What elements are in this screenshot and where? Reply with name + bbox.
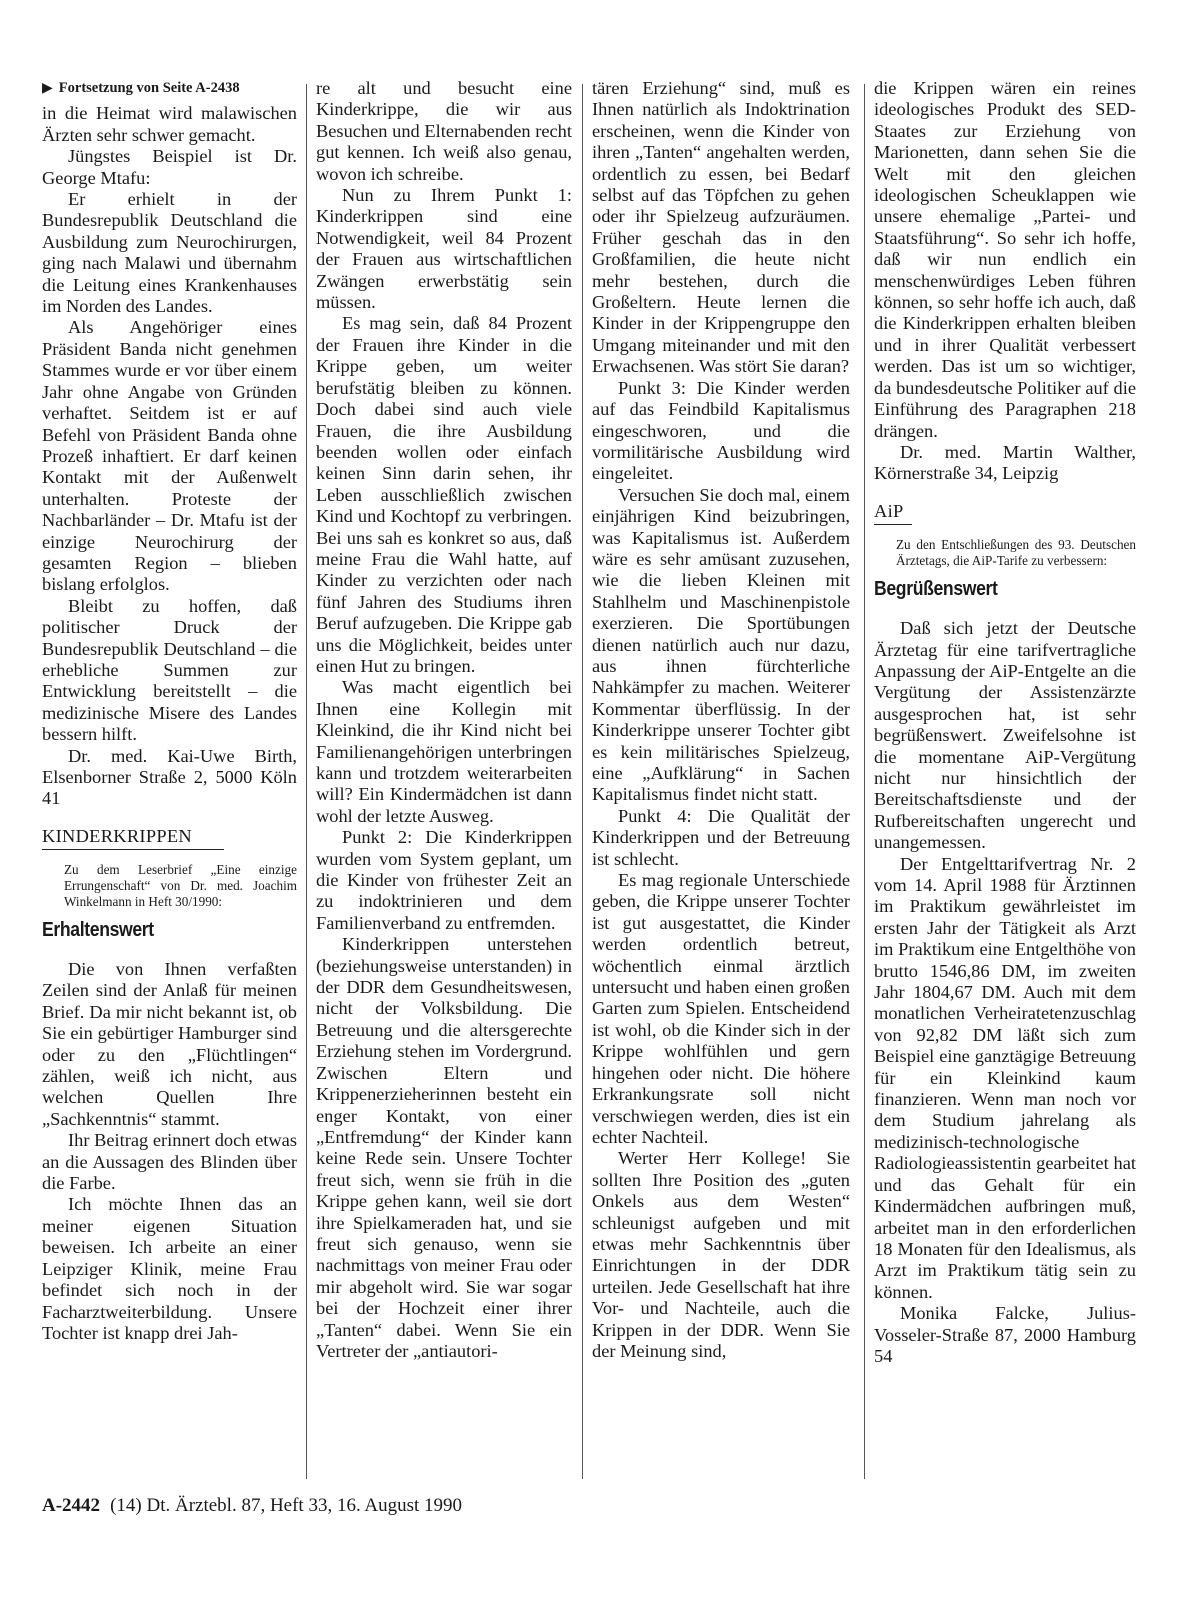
paragraph: Kinderkrippen unterstehen (beziehungsweise unterstanden) in der DDR dem Gesundheitswesen, nicht der Volksbildung. Die Betreuung und die altersgerechte Erziehung stehen im Vordergrund. Zwischen Eltern und Krippenerzieherinnen besteht ein enger Kontakt, von einer „Entfremdung“ der Kinder kann keine Rede sein. Unsere Tochter freut sich, wenn sie früh in die Krippe gehen kann, weil sie dort ihre Spielkameraden hat, und sie freut sich genauso, wenn sie nachmittags von meiner Frau oder mir abgeholt wird. Sie war sogar bei der Hochzeit einer ihrer „Tanten“ dabei. Wenn Sie ein Vertreter der „antiautori- bbox=[316, 934, 572, 1361]
page-number: A-2442 bbox=[42, 1495, 101, 1516]
paragraph: Nun zu Ihrem Punkt 1: Kinderkrippen sind eine Notwendigkeit, weil 84 Prozent der Frauen aus wirtschaftlichen Zwängen erwerbstätig sein müssen. bbox=[316, 185, 572, 313]
signature: Dr. med. Martin Walther, Körnerstraße 34, Leipzig bbox=[874, 441, 1136, 484]
paragraph: Ihr Beitrag erinnert doch etwas an die Aussagen des Blinden über die Farbe. bbox=[42, 1130, 297, 1194]
column-divider bbox=[864, 84, 865, 1479]
letter-intro: Zu dem Leserbrief „Eine einzige Errungenschaft“ von Dr. med. Joachim Winkelmann in Heft 30/1990: bbox=[64, 862, 297, 909]
column-divider bbox=[306, 84, 307, 1479]
column-3 bbox=[592, 78, 850, 1362]
paragraph: Was macht eigentlich bei Ihnen eine Kollegin mit Kleinkind, die ihr Kind nicht bei Familienangehörigen unterbringen kann und trotzdem weiterarbeiten will? Ein Kindermädchen ist dann wohl der letzte Ausweg. bbox=[316, 677, 572, 826]
paragraph: re alt und besucht eine Kinderkrippe, die wir aus Besuchen und Elternabenden recht gut kennen. Ich weiß also genau, wovon ich schreibe. bbox=[316, 78, 572, 184]
section-heading: KINDERKRIPPEN bbox=[42, 826, 224, 850]
letter-headline: Begrüßenswert bbox=[874, 577, 998, 600]
paragraph: Es mag sein, daß 84 Prozent der Frauen ihre Kinder in die Krippe geben, um weiter berufstätig bleiben zu können. Doch dabei sind auch viele Frauen, die ihre Ausbildung beenden wollen oder einfach keinen Sinn darin sehen, ihr Leben ausschließlich zwischen Kind und Kochtopf zu verbringen. Bei uns sah es konkret so aus, daß meine Frau die Wahl hatte, auf Kinder zu verzichten oder nach fünf Jahren des Studiums ihren Beruf aufzugeben. Die Krippe gab uns die Möglichkeit, beides unter einen Hut zu bringen. bbox=[316, 313, 572, 676]
paragraph: Versuchen Sie doch mal, einem einjährigen Kind beizubringen, was Kapitalismus ist. Außerdem wäre es sehr amüsant zuzusehen, wie die lieben Kleinen mit Stahlhelm und Maschinenpistole exerzieren. Die Sportübungen dienen natürlich auch nur dazu, aus ihnen fürchterliche Nahkämpfer zu machen. Weiterer Kommentar überflüssig. In der Kinderkrippe unserer Tochter gibt es kein militärisches Spielzeug, eine „Aufklärung“ in Sachen Kapitalismus findet nicht statt. bbox=[592, 484, 850, 805]
triangle-right-icon: ▶ bbox=[42, 81, 53, 96]
column-4 bbox=[874, 78, 1136, 1367]
paragraph: Daß sich jetzt der Deutsche Ärztetag für eine tarifvertragliche Anpassung der AiP-Entgelte an die Vergütung der Assistenzärzte ausgesprochen hat, ist sehr begrüßenswert. Zweifelsohne ist die momentane AiP-Vergütung nicht nur hinsichtlich der Bereitschaftsdienste und der Rufbereitschaften ungerecht und unangemessen. bbox=[874, 618, 1136, 853]
column-divider bbox=[582, 84, 583, 1479]
paragraph: Die von Ihnen verfaßten Zeilen sind der Anlaß für meinen Brief. Da mir nicht bekannt ist, ob Sie ein gebürtiger Hamburger sind oder zu den „Flüchtlingen“ zählen, weiß ich nicht, aus welchen Quellen Ihre „Sachkenntnis“ stammt. bbox=[42, 959, 297, 1129]
paragraph: die Krippen wären ein reines ideologisches Produkt des SED-Staates zur Erziehung von Marionetten, dann sehen Sie die Welt mit den gleichen ideologischen Scheuklappen wie unsere ehemalige „Partei- und Staatsführung“. So sehr ich hoffe, daß wir nun endlich ein menschenwürdiges Leben führen können, so sehr hoffe ich auch, daß die Kinderkrippen erhalten bleiben und in ihrer Qualität verbessert werden. Das ist um so wichtiger, da bundesdeutsche Politiker auf die Einführung des Paragraphen 218 drängen. bbox=[874, 78, 1136, 441]
column-2 bbox=[316, 78, 572, 1362]
letter-intro: Zu den Entschließungen des 93. Deutschen Ärztetags, die AiP-Tarife zu verbessern: bbox=[896, 537, 1136, 568]
signature: Monika Falcke, Julius-Vosseler-Straße 87, 2000 Hamburg 54 bbox=[874, 1303, 1136, 1366]
paragraph: Der Entgelttarifvertrag Nr. 2 vom 14. April 1988 für Ärztinnen im Praktikum gewährleistet im ersten Jahr der Tätigkeit als Arzt im Praktikum eine Entgelthöhe von brutto 1546,86 DM, im zweiten Jahr 1804,67 DM. Auch mit dem monatlichen Verheiratetenzuschlag von 92,82 DM läßt sich zum Beispiel eine ganztägige Betreuung für ein Kleinkind kaum finanzieren. Wenn man noch vor dem Studium jahrelang als medizinisch-technologische Radiologieassistentin gearbeitet hat und das Gehalt für ein Kindermädchen aufbringen muß, arbeitet man in den erforderlichen 18 Monaten für den Idealismus, als Arzt im Praktikum tätig sein zu können. bbox=[874, 853, 1136, 1302]
continuation-note: ▶ Fortsetzung von Seite A-2438 bbox=[42, 80, 240, 96]
signature: Dr. med. Kai-Uwe Birth, Elsenborner Straße 2, 5000 Köln 41 bbox=[42, 745, 297, 809]
paragraph: Werter Herr Kollege! Sie sollten Ihre Position des „guten Onkels aus dem Westen“ schleunigst aufgeben und mit etwas mehr Sachkenntnis über Einrichtungen in der DDR urteilen. Jede Gesellschaft hat ihre Vor- und Nachteile, auch die Krippen in der DDR. Wenn Sie der Meinung sind, bbox=[592, 1148, 850, 1361]
section-heading: AiP bbox=[874, 501, 912, 525]
paragraph: Als Angehöriger eines Präsident Banda nicht genehmen Stammes wurde er vor über einem Jahr ohne Angabe von Gründen verhaftet. Seitdem ist er auf Befehl von Präsident Banda ohne Prozeß inhaftiert. Er darf keinen Kontakt mit der Außenwelt unterhalten. Proteste der Nachbarländer – Dr. Mtafu ist der einzige Neurochirurg der gesamten Region – blieben bislang erfolglos. bbox=[42, 317, 297, 595]
paragraph: Es mag regionale Unterschiede geben, die Krippe unserer Tochter ist gut ausgestattet, die Kinder werden ordentlich betreut, wöchentlich einmal ärztlich untersucht und haben einen großen Garten zum Spielen. Entscheidend ist wohl, ob die Kinder sich in der Krippe wohlfühlen und gern hingehen oder nicht. Die höhere Erkrankungsrate soll nicht verschwiegen werden, dies ist ein echter Nachteil. bbox=[592, 870, 850, 1147]
column-1 bbox=[42, 78, 297, 1344]
paragraph: Punkt 2: Die Kinderkrippen wurden vom System geplant, um die Kinder von frühester Zeit an zu indoktrinieren und dem Familienverband zu entfremden. bbox=[316, 827, 572, 933]
journal-citation: (14) Dt. Ärztebl. 87, Heft 33, 16. August 1990 bbox=[110, 1495, 463, 1516]
page-footer bbox=[42, 1495, 462, 1517]
paragraph: Punkt 4: Die Qualität der Kinderkrippen und der Betreuung ist schlecht. bbox=[592, 805, 850, 869]
paragraph: Er erhielt in der Bundesrepublik Deutschland die Ausbildung zum Neurochirurgen, ging nach Malawi und übernahm die Leitung eines Krankenhauses im Norden des Landes. bbox=[42, 189, 297, 317]
paragraph: tären Erziehung“ sind, muß es Ihnen natürlich als Indoktrination erscheinen, wenn die Kinder von ihren „Tanten“ angehalten werden, ordentlich zu essen, bei Bedarf selbst auf das Töpfchen zu gehen oder ihr Spielzeug aufzuräumen. Früher geschah das in den Großfamilien, die heute nicht mehr bestehen, durch die Großeltern. Heute lernen die Kinder in der Krippengruppe den Umgang miteinander und mit den Erwachsenen. Was stört Sie daran? bbox=[592, 78, 850, 377]
paragraph: in die Heimat wird malawischen Ärzten sehr schwer gemacht. bbox=[42, 103, 297, 145]
paragraph: Jüngstes Beispiel ist Dr. George Mtafu: bbox=[42, 146, 297, 188]
paragraph: Bleibt zu hoffen, daß politischer Druck der Bundesrepublik Deutschland – die erhebliche Summen zur Entwicklung bereitstellt – die medizinische Misere des Landes bessern hilft. bbox=[42, 595, 297, 745]
paragraph: Ich möchte Ihnen das an meiner eigenen Situation beweisen. Ich arbeite an einer Leipziger Klinik, meine Frau befindet sich noch in der Facharztweiterbildung. Unsere Tochter ist knapp drei Jah- bbox=[42, 1194, 297, 1343]
letter-headline: Erhaltenswert bbox=[42, 918, 154, 941]
paragraph: Punkt 3: Die Kinder werden auf das Feindbild Kapitalismus eingeschworen, und die vormilitärische Ausbildung wird eingeleitet. bbox=[592, 377, 850, 484]
